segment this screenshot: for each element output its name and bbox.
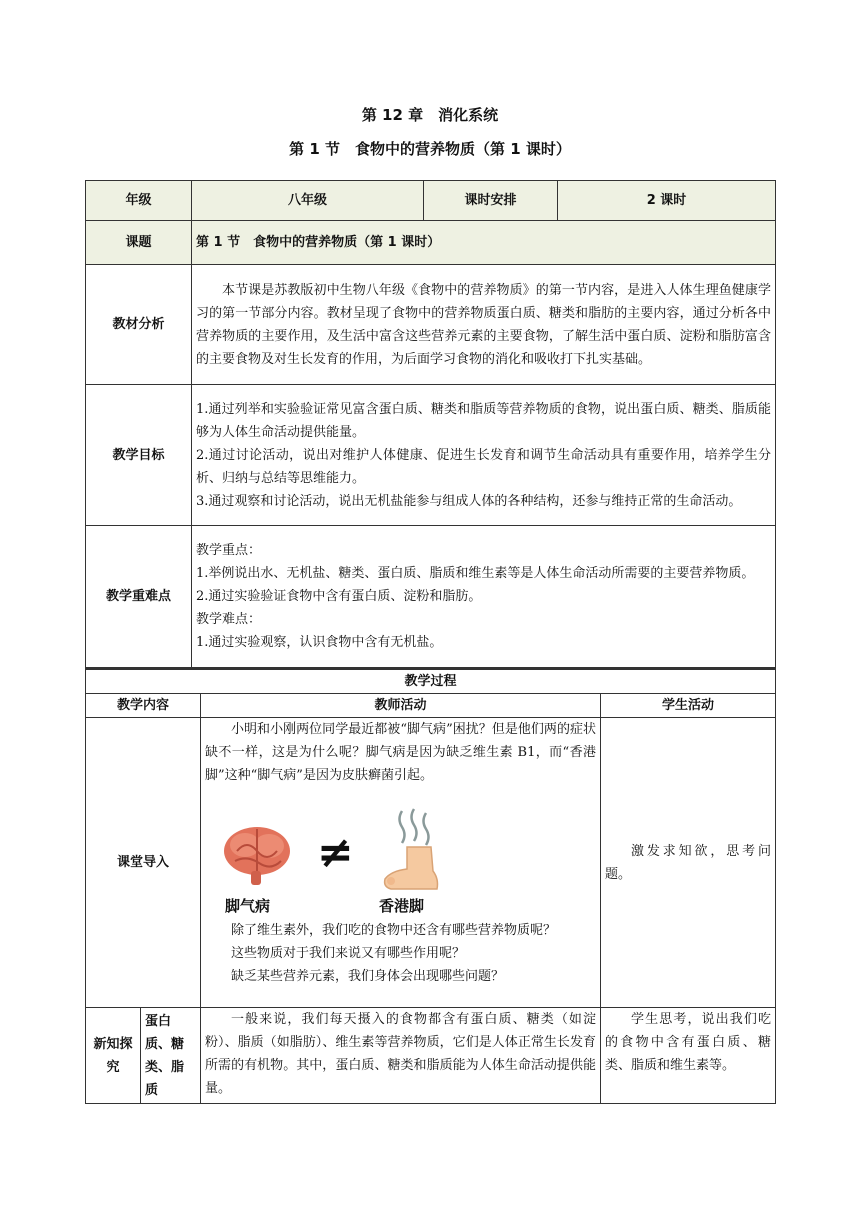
explore-sublabel: 蛋白质、糖类、脂质 bbox=[141, 1008, 201, 1104]
intro-student: 激发求知欲，思考问题。 bbox=[601, 718, 776, 1008]
analysis-label: 教材分析 bbox=[86, 265, 192, 385]
explore-student: 学生思考，说出我们吃的食物中含有蛋白质、糖类、脂质和维生素等。 bbox=[601, 1008, 776, 1104]
foot-icon bbox=[377, 807, 457, 897]
diff-title: 教学难点： bbox=[196, 612, 262, 627]
illustration bbox=[205, 807, 596, 919]
topic-label: 课题 bbox=[86, 221, 192, 265]
explore-teacher: 一般来说，我们每天摄入的食物都含有蛋白质、糖类（如淀粉）、脂质（如脂肪）、维生素等营养物质，它们是人体正常生长发育所需的有机物。其中，蛋白质、糖类和脂质能为人体生命活动提供能量。 bbox=[201, 1008, 601, 1104]
not-equal-icon: ≠ bbox=[317, 827, 354, 878]
goal-item: 3.通过观察和讨论活动，说出无机盐能参与组成人体的各种结构，还参与维持正常的生命活动。 bbox=[196, 493, 742, 509]
keypoints-label: 教学重难点 bbox=[86, 526, 192, 668]
chapter-title: 第 12 章 消化系统 bbox=[361, 106, 499, 124]
intro-paragraph: 缺乏某些营养元素，我们身体会出现哪些问题？ bbox=[231, 969, 505, 984]
intro-paragraph: 除了维生素外，我们吃的食物中还含有哪些营养物质呢？ bbox=[231, 923, 557, 938]
key-item: 1.举例说出水、无机盐、糖类、蛋白质、脂质和维生素等是人体生命活动所需要的主要营养物质。 bbox=[196, 566, 755, 581]
illus-left-label: 脚气病 bbox=[225, 897, 271, 915]
process-title: 教学过程 bbox=[86, 669, 776, 694]
hours-value: 2 课时 bbox=[558, 181, 776, 221]
topic-value: 第 1 节 食物中的营养物质（第 1 课时） bbox=[192, 221, 776, 265]
goals-label: 教学目标 bbox=[86, 385, 192, 526]
grade-value: 八年级 bbox=[192, 181, 424, 221]
goals-list bbox=[192, 385, 776, 526]
diff-item: 1.通过实验观察，认识食物中含有无机盐。 bbox=[196, 635, 443, 650]
col-content: 教学内容 bbox=[86, 694, 201, 718]
grade-label: 年级 bbox=[86, 181, 192, 221]
hours-label: 课时安排 bbox=[424, 181, 558, 221]
intro-paragraph: 这些物质对于我们来说又有哪些作用呢？ bbox=[231, 946, 466, 961]
keypoints-content bbox=[192, 526, 776, 668]
key-title: 教学重点： bbox=[196, 543, 262, 558]
col-teacher: 教师活动 bbox=[201, 694, 601, 718]
intro-teacher bbox=[201, 718, 601, 1008]
brain-icon bbox=[217, 821, 297, 891]
info-table bbox=[85, 180, 776, 668]
analysis-text: 本节课是苏教版初中生物八年级《食物中的营养物质》的第一节内容，是进入人体生理鱼健康学习的第一节部分内容。教材呈现了食物中的营养物质蛋白质、糖类和脂肪的主要内容，通过分析各中营养物质的主要作用，及生活中富含这些营养元素的主要食物，了解生活中蛋白质、淀粉和脂肪富含的主要食物及对生长发育的作用，为后面学习食物的消化和吸收打下扎实基础。 bbox=[192, 265, 776, 385]
goal-item: 2.通过讨论活动，说出对维护人体健康、促进生长发育和调节生命活动具有重要作用，培养学生分析、归纳与总结等思维能力。 bbox=[196, 447, 771, 486]
goal-item: 1.通过列举和实验验证常见富含蛋白质、糖类和脂质等营养物质的食物，说出蛋白质、糖类、脂质能够为人体生命活动提供能量。 bbox=[196, 401, 771, 440]
process-table bbox=[85, 668, 776, 1104]
col-student: 学生活动 bbox=[601, 694, 776, 718]
intro-label: 课堂导入 bbox=[86, 718, 201, 1008]
section-title: 第 1 节 食物中的营养物质（第 1 课时） bbox=[289, 140, 571, 158]
intro-paragraph: 小明和小刚两位同学最近都被“脚气病”困扰？但是他们两的症状缺不一样，这是为什么呢？脚气病是因为缺乏维生素 B1，而“香港脚”这种“脚气病”是因为皮肤癣菌引起。 bbox=[205, 722, 596, 783]
explore-label: 新知探究 bbox=[86, 1008, 141, 1104]
key-item: 2.通过实验验证食物中含有蛋白质、淀粉和脂肪。 bbox=[196, 589, 482, 604]
illus-right-label: 香港脚 bbox=[379, 897, 425, 915]
